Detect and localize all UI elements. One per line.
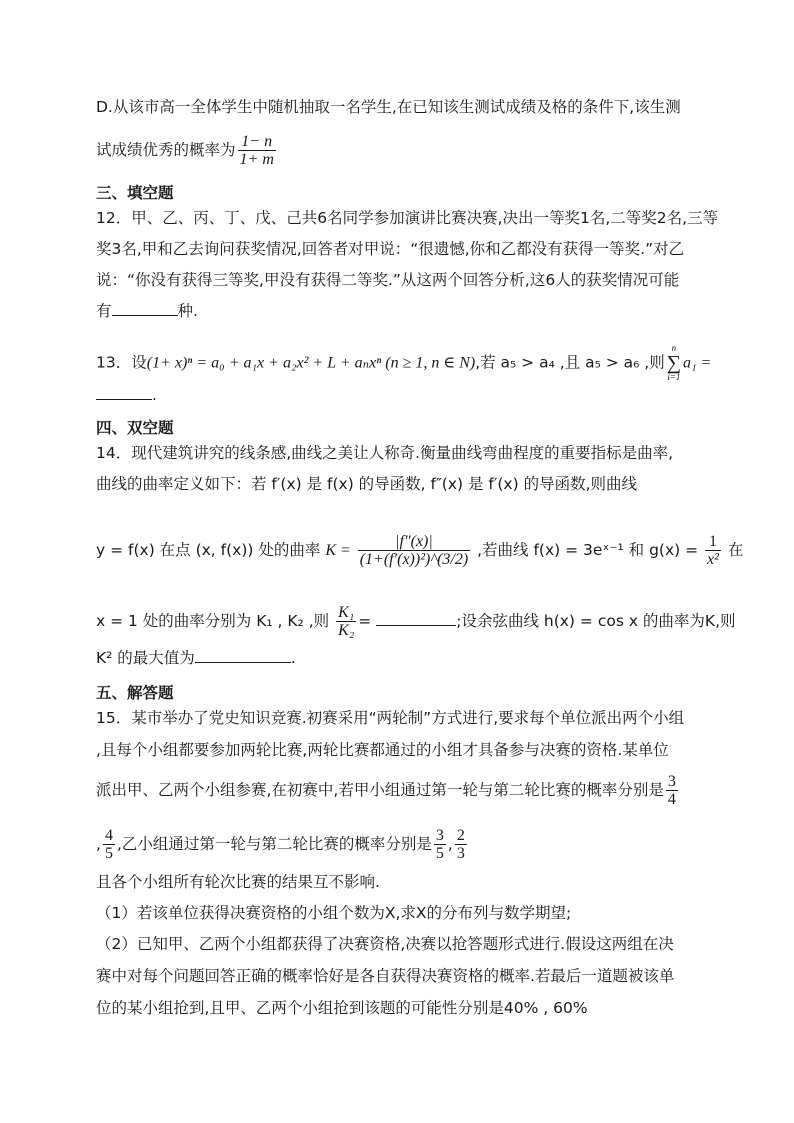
curvature-label: K =	[325, 542, 351, 559]
curvature-denominator: (1+(f′(x))²)^(3/2)	[359, 551, 469, 568]
q13-prefix: 13．设	[96, 353, 147, 372]
q14-text-b: ,若曲线 f(x) = 3eˣ⁻¹ 和 g(x) =	[477, 541, 699, 559]
q13-answer-line: .	[96, 385, 157, 405]
q15-part1: （1）若该单位获得决赛资格的小组个数为X,求X的分布列与数学期望;	[96, 904, 572, 922]
answer-blank[interactable]	[96, 385, 152, 400]
q14-line5	[96, 648, 296, 668]
curvature-numerator: |f″(x)|	[395, 533, 433, 550]
q14-line4	[96, 604, 736, 639]
section-heading-double-blank: 四、双空题	[96, 419, 174, 437]
q14-line3	[96, 533, 743, 568]
q13-sum-term: a₁ =	[682, 354, 712, 372]
q15-text-a: 派出甲、乙两个小组参赛,在初赛中,若甲小组通过第一轮与第二轮比赛的概率分别是	[96, 781, 664, 799]
q15-text-b: ,乙小组通过第一轮与第二轮比赛的概率分别是	[116, 835, 432, 853]
option-d-line1: D.从该市高一全体学生中随机抽取一名学生,在已知该生测试成绩及格的条件下,该生测	[96, 98, 681, 116]
g-denominator: x²	[707, 551, 719, 568]
section-heading-solve: 五、解答题	[96, 684, 174, 702]
q12-text-a: 有	[96, 302, 112, 320]
fraction-denominator: 4	[667, 791, 676, 808]
fraction-denominator: 5	[104, 845, 113, 862]
q12-line1: 12．甲、乙、丙、丁、戊、己共6名同学参加演讲比赛决赛,决出一等奖1名,二等奖2名,三等	[96, 209, 719, 227]
period: .	[290, 649, 296, 667]
q12-text-b: 种.	[177, 302, 198, 320]
q14-text-d: x = 1 处的曲率分别为 K₁ , K₂ ,则	[96, 612, 330, 630]
q12-line2: 奖3名,甲和乙去询问获奖情况,回答者对甲说：“很遗憾,你和乙都没有获得一等奖.”对乙	[96, 240, 685, 258]
g-numerator: 1	[708, 533, 717, 550]
q15-part2-line3: 位的某小组抢到,且甲、乙两个小组抢到该题的可能性分别是40% , 60%	[96, 999, 588, 1017]
fraction-numerator: 2	[456, 827, 465, 844]
q13-formula: (1+ x)ⁿ = a₀ + a₁x + a₂x² + L + aₙxⁿ (n ≥ 1, n ∈ N)	[146, 354, 476, 372]
fraction-denominator: 3	[456, 845, 465, 862]
q14-line1: 14．现代建筑讲究的线条感,曲线之美让人称奇.衡量曲线弯曲程度的重要指标是曲率,	[96, 444, 674, 462]
q12-line4	[96, 301, 198, 321]
k-ratio-denominator: K₂	[338, 622, 355, 639]
q15-line4: , $\frac{4}{5}$ ,乙小组通过第一轮与第二轮比赛的概率分别是 $\frac{3}{5}$ , $\frac{2}{3}$	[96, 827, 465, 862]
sum-upper: n	[671, 343, 677, 353]
q15-part2-line2: 赛中对每个问题回答正确的概率恰好是各自获得决赛资格的概率.若最后一道题被该单	[96, 967, 675, 985]
answer-blank[interactable]	[376, 611, 456, 626]
option-d-fraction	[238, 133, 276, 168]
probability-fraction	[455, 827, 467, 862]
q12-line3: 说：“你没有获得三等奖,甲没有获得二等奖.”从这两个回答分析,这6人的获奖情况可能	[96, 271, 680, 289]
q13-line	[96, 343, 711, 383]
fraction-denominator: 1+ m	[239, 151, 274, 168]
q14-text-e: ;设余弦曲线 h(x) = cos x 的曲率为K,则	[456, 612, 736, 630]
q15-line5: 且各个小组所有轮次比赛的结果互不影响.	[96, 873, 380, 891]
fraction-numerator: 3	[435, 827, 444, 844]
fraction-numerator: 4	[104, 827, 113, 844]
probability-fraction	[666, 773, 678, 808]
section-heading-fill-blank: 三、填空题	[96, 184, 174, 202]
q13-condition: ,若 a₅ > a₄ ,且 a₅ > a₆ ,则	[475, 353, 665, 372]
answer-blank[interactable]	[112, 301, 178, 316]
k-ratio-fraction	[336, 604, 356, 639]
sum-lower: i=1	[667, 372, 681, 382]
q14-line2: 曲线的曲率定义如下：若 f′(x) 是 f(x) 的导函数, f″(x) 是 f′(x) 的导函数,则曲线	[96, 475, 637, 493]
q15-line2: ,且每个小组都要参加两轮比赛,两轮比赛都通过的小组才具备参与决赛的资格.某单位	[96, 741, 669, 759]
fraction-denominator: 5	[435, 845, 444, 862]
q14-text-f: K² 的最大值为	[96, 649, 195, 667]
q14-text-a: y = f(x) 在点 (x, f(x)) 处的曲率	[96, 541, 321, 559]
k-ratio-numerator: K₁	[338, 604, 355, 621]
option-d-text: 试成绩优秀的概率为	[96, 141, 236, 159]
summation-symbol: n ∑ i=1	[666, 343, 681, 382]
q15-part2-line1: （2）已知甲、乙两个小组都获得了决赛资格,决赛以抢答题形式进行.假设这两组在决	[96, 935, 674, 953]
answer-blank[interactable]	[195, 648, 291, 663]
q14-text-c: 在	[727, 541, 744, 559]
option-d-line2	[96, 133, 278, 168]
fraction-numerator: 3	[667, 773, 676, 790]
q15-line1: 15．某市举办了党史知识竞赛.初赛采用“两轮制”方式进行,要求每个单位派出两个小组	[96, 709, 685, 727]
probability-fraction	[434, 827, 446, 862]
fraction-numerator: 1− n	[241, 133, 273, 150]
probability-fraction	[103, 827, 115, 862]
q15-line3	[96, 773, 680, 808]
g-fraction	[705, 533, 721, 568]
equals-sign: =	[358, 612, 372, 630]
curvature-formula	[358, 533, 470, 568]
